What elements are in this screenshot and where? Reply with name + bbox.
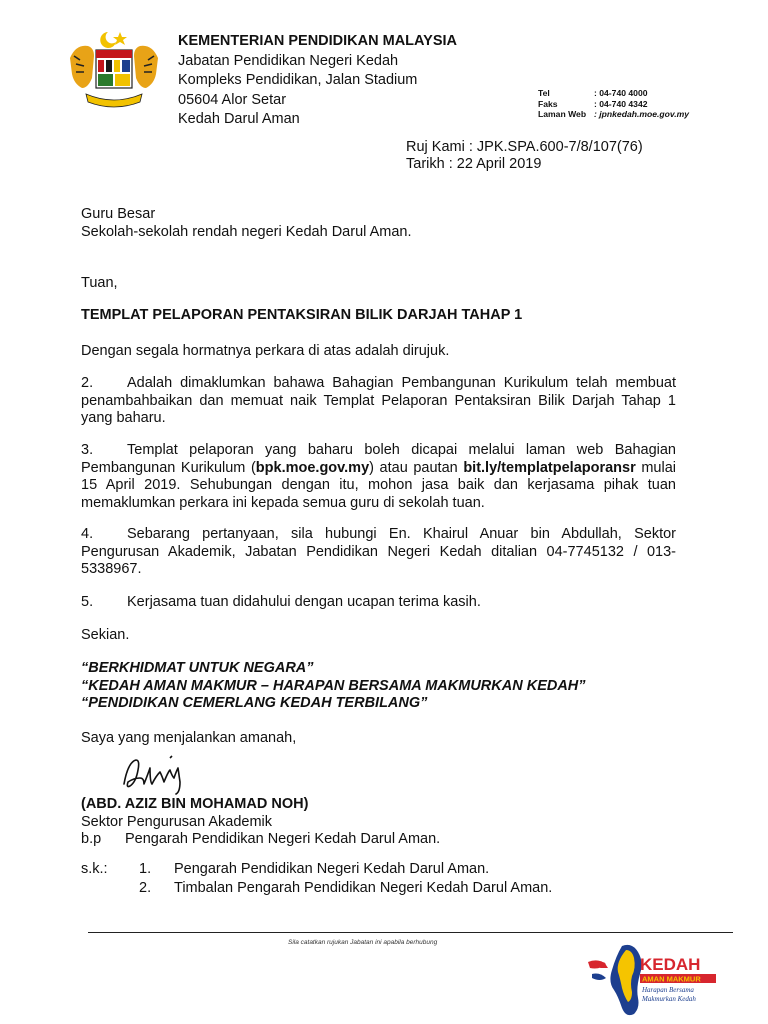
paragraph-text: mulai 15 April 2019. Sehubungan dengan itu, mohon jasa baik dan kerjasama pihak tuan memaklumkan perkara ini kepada semua guru di sekolah tuan.: [81, 459, 676, 511]
intro-paragraph: Dengan segala hormatnya perkara di atas adalah dirujuk.: [81, 343, 450, 359]
logo-sub2: Harapan Bersama: [642, 986, 694, 994]
logo-sub3: Makmurkan Kedah: [642, 995, 696, 1003]
ministry-name: KEMENTERIAN PENDIDIKAN MALAYSIA: [178, 33, 458, 49]
bp-text: Pengarah Pendidikan Negeri Kedah Darul Aman.: [125, 831, 441, 847]
contact-block: [538, 88, 689, 120]
cc-number: 1.: [139, 861, 152, 877]
paragraph-5: [81, 594, 676, 612]
address-line-2: 05604 Alor Setar: [178, 91, 287, 108]
signer-on-behalf: [81, 831, 440, 849]
letter-subject: TEMPLAT PELAPORAN PENTAKSIRAN BILIK DARJAH TAHAP 1: [81, 307, 523, 323]
contact-value: : jpnkedah.moe.gov.my: [594, 109, 690, 119]
contact-website: [538, 109, 689, 120]
slogan-2: “KEDAH AMAN MAKMUR – HARAPAN BERSAMA MAKMURKAN KEDAH”: [81, 677, 586, 694]
slogan-1: “BERKHIDMAT UNTUK NEGARA”: [81, 660, 314, 676]
slogans: [81, 660, 586, 713]
address-line-1: Kompleks Pendidikan, Jalan Stadium: [178, 72, 418, 88]
logo-title: KEDAH: [640, 955, 701, 974]
closing: Sekian.: [81, 627, 130, 643]
letterhead-address: [178, 32, 457, 130]
paragraph-number: 5.: [81, 594, 94, 610]
paragraph-text: ) atau pautan: [369, 459, 464, 476]
paragraph-number: 3.: [81, 442, 94, 458]
bpk-website-link[interactable]: bpk.moe.gov.my: [255, 459, 370, 476]
salutation: Tuan,: [81, 275, 118, 291]
contact-fax: [538, 99, 689, 110]
paragraph-text: Sebarang pertanyaan, sila hubungi En. Khairul Anuar bin Abdullah, Sektor Pengurusan Akademik, Jabatan Pendidikan Negeri Kedah ditalian 04-7745132 / 013-5338967.: [81, 526, 676, 577]
kedah-aman-makmur-logo: [582, 940, 722, 1018]
cc-block: [81, 860, 552, 897]
footer-note: Sila catatkan rujukan Jabatan ini apabila berhubung: [288, 939, 438, 946]
contact-tel: [538, 88, 689, 99]
malaysia-coat-of-arms-logo: [64, 28, 164, 110]
address-line-3: Kedah Darul Aman: [178, 111, 300, 127]
reference-block: [406, 139, 643, 173]
paragraph-text: Kerjasama tuan didahului dengan ucapan terima kasih.: [127, 594, 481, 610]
signer-block: [81, 796, 440, 849]
paragraph-text: Adalah dimaklumkan bahawa Bahagian Pembangunan Kurikulum telah membuat penambahbaikan dan memuat naik Templat Pelaporan Pentaksiran Bilik Darjah Tahap 1 yang baharu.: [81, 375, 676, 426]
paragraph-2: [81, 375, 676, 428]
cc-item: [81, 879, 552, 898]
cc-text: Pengarah Pendidikan Negeri Kedah Darul Aman.: [174, 861, 490, 877]
signer-name: (ABD. AZIZ BIN MOHAMAD NOH): [81, 796, 309, 812]
recipient-line-1: Guru Besar: [81, 206, 156, 222]
signer-unit: Sektor Pengurusan Akademik: [81, 813, 273, 830]
trust-line: Saya yang menjalankan amanah,: [81, 730, 297, 746]
paragraph-text: Templat pelaporan yang baharu boleh dicapai melalui laman web Bahagian Pembangunan Kurikulum (: [81, 442, 676, 476]
letter-date: Tarikh : 22 April 2019: [406, 156, 542, 172]
contact-value: : 04-740 4342: [594, 98, 648, 109]
paragraph-4: [81, 526, 676, 579]
logo-sub1: AMAN MAKMUR: [642, 974, 701, 984]
reference-number: Ruj Kami : JPK.SPA.600-7/8/107(76): [406, 139, 643, 155]
cc-number: 2.: [139, 879, 152, 896]
contact-label: Faks: [538, 98, 558, 109]
recipient-line-2: Sekolah-sekolah rendah negeri Kedah Darul Aman.: [81, 223, 412, 240]
paragraph-number: 2.: [81, 375, 94, 391]
signature-image: [118, 752, 198, 798]
department-name: Jabatan Pendidikan Negeri Kedah: [178, 52, 399, 69]
paragraph-3: [81, 442, 676, 512]
cc-item: [81, 860, 552, 879]
contact-label: Laman Web: [538, 109, 587, 119]
contact-label: Tel: [538, 88, 550, 98]
bitly-link[interactable]: bit.ly/templatpelaporansr: [463, 459, 636, 476]
slogan-3: “PENDIDIKAN CEMERLANG KEDAH TERBILANG”: [81, 695, 428, 711]
bp-label: b.p: [81, 831, 102, 847]
cc-text: Timbalan Pengarah Pendidikan Negeri Kedah Darul Aman.: [174, 879, 553, 896]
cc-label: s.k.:: [81, 861, 108, 877]
contact-value: : 04-740 4000: [594, 88, 648, 98]
recipient-block: [81, 206, 676, 241]
footer-divider: [88, 932, 733, 933]
paragraph-number: 4.: [81, 526, 94, 542]
